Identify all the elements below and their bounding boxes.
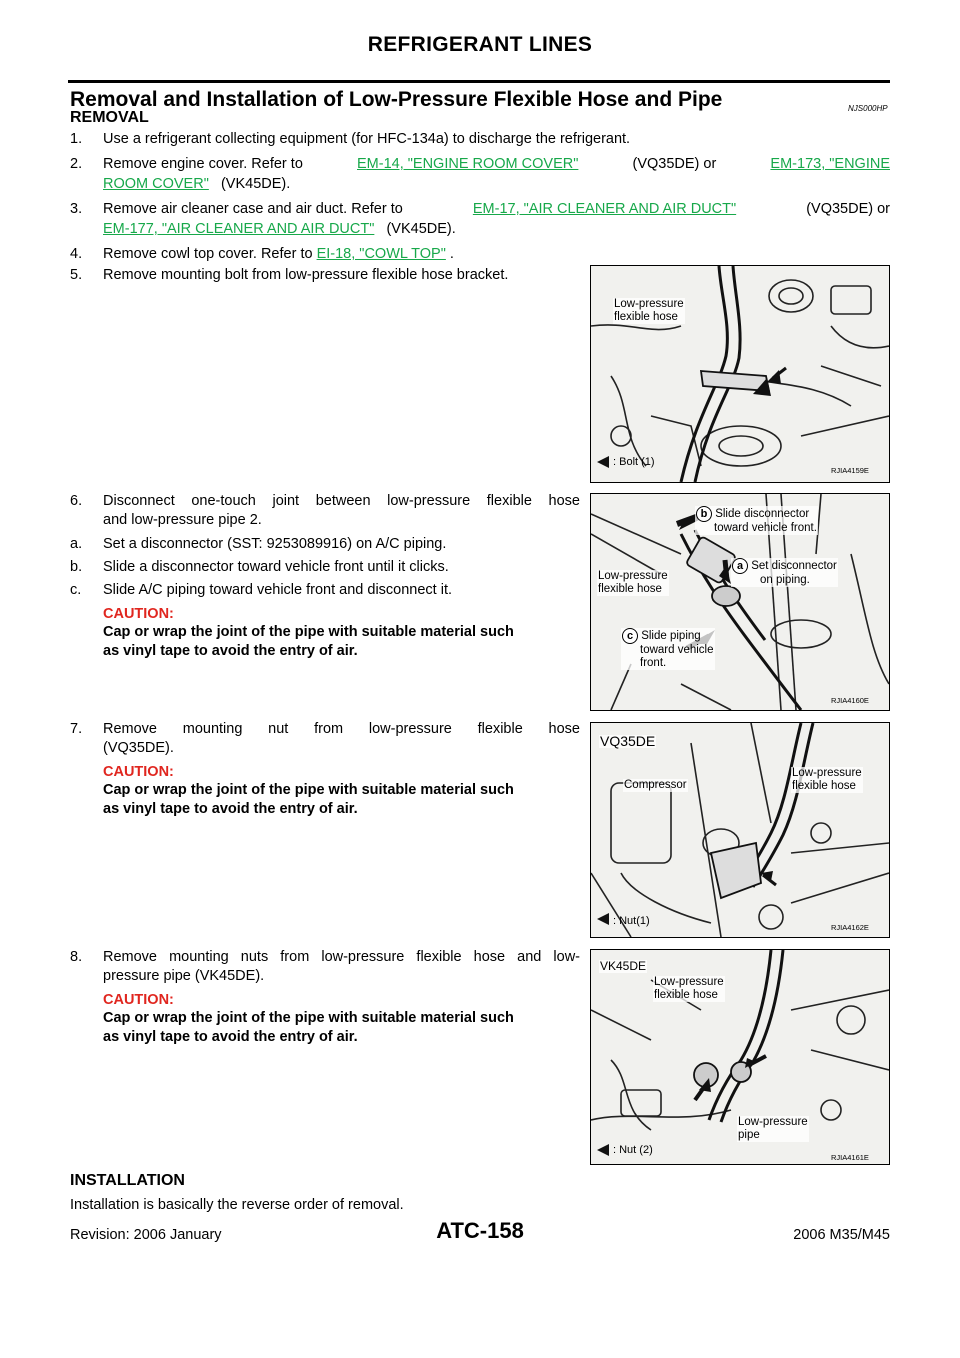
fig4-code: RJIA4161E [831,1153,869,1162]
fig2-hose-label: Low-pressure flexible hose [598,570,668,595]
installation-text: Installation is basically the reverse order of removal. [70,1197,404,1213]
step-text: Remove cowl top cover. Refer to [103,246,313,262]
substep-letter: b. [70,559,83,575]
step-number: 7. [70,721,83,737]
substep-letter: c. [70,582,82,598]
fig2-step-b: b Slide disconnector toward vehicle front. [695,506,818,535]
installation-heading: INSTALLATION [70,1172,185,1189]
caution-heading: CAUTION: [103,764,174,780]
step-text: Use a refrigerant collecting equipment (for HFC-134a) to discharge the refrigerant. [103,131,631,147]
substep-text: Slide A/C piping toward vehicle front and disconnect it. [103,582,453,598]
step-text: Remove air cleaner case and air duct. Refer to [103,201,403,217]
removal-heading: REMOVAL [70,109,149,126]
page-number: ATC-158 [436,1218,524,1243]
ref-link-em177[interactable]: EM-177, "AIR CLEANER AND AIR DUCT" [103,221,375,237]
figure-vk45de-nuts [590,949,890,1165]
substep-text: Set a disconnector (SST: 9253089916) on A/C piping. [103,536,447,552]
ref-link-em173-cont[interactable]: ROOM COVER" [103,176,209,192]
fig1-label: Low-pressure flexible hose [614,298,684,323]
step-text: Disconnect one-touch joint between low-pressure flexible hose [103,493,580,509]
step-text: (VQ35DE). [103,740,174,756]
fig2-step-a: a Set disconnector on piping. [731,558,838,587]
fig4-hose-label: Low-pressure flexible hose [654,976,724,1001]
fig4-key: : Nut (2) [613,1144,653,1156]
step-number: 5. [70,267,83,283]
fig3-key: : Nut(1) [613,915,650,927]
step-5 [70,266,590,284]
fig2-step-c: c Slide piping toward vehicle front. [621,628,715,670]
ref-link-em173[interactable]: EM-173, "ENGINE [770,156,890,172]
step-3 [70,200,890,240]
step-text: Remove mounting bolt from low-pressure flexible hose bracket. [103,267,509,283]
substep-text: Slide a disconnector toward vehicle front until it clicks. [103,559,449,575]
caution-heading: CAUTION: [103,992,174,1008]
step-number: 1. [70,131,83,147]
step-number: 3. [70,201,83,217]
ref-link-em14[interactable]: EM-14, "ENGINE ROOM COVER" [357,156,579,172]
fig3-hose-label: Low-pressure flexible hose [792,767,862,792]
step-8 [70,948,580,1058]
figure-disconnector [590,493,890,711]
section-code: NJS000HP [848,104,888,113]
revision-text: Revision: 2006 January [70,1227,222,1243]
step-text: (VK45DE). [386,221,456,237]
step-text: (VQ35DE) or [806,201,890,217]
step-text: Remove mounting nut from low-pressure flexible hose [103,721,580,737]
model-text: 2006 M35/M45 [793,1227,890,1243]
fig4-pipe-label: Low-pressure pipe [738,1116,808,1141]
caution-text: Cap or wrap the joint of the pipe with suitable material such as vinyl tape to avoid the entry of air. [103,624,514,659]
vq35de-illustration [591,723,889,937]
figure-vq35de-nut [590,722,890,938]
step-text: and low-pressure pipe 2. [103,512,262,528]
fig3-compressor-label: Compressor [624,779,687,791]
substep-letter: a. [70,536,83,552]
fig1-code: RJIA4159E [831,466,869,475]
header-rule [68,80,890,83]
step-1 [70,130,890,148]
step-2 [70,155,890,195]
ref-link-ei18[interactable]: EI-18, "COWL TOP" [316,246,446,262]
figure-bolt [590,265,890,483]
caution-text: Cap or wrap the joint of the pipe with suitable material such as vinyl tape to avoid the entry of air. [103,1010,514,1045]
page-header-title: REFRIGERANT LINES [367,33,593,56]
step-text: (VQ35DE) or [632,156,717,172]
fig1-key: : Bolt (1) [613,456,655,468]
fig3-engine-label: VQ35DE [600,733,656,749]
section-title: Removal and Installation of Low-Pressure Flexible Hose and Pipe [70,88,723,111]
caution-heading: CAUTION: [103,606,174,622]
step-text: pressure pipe (VK45DE). [103,968,265,984]
ref-link-em17[interactable]: EM-17, "AIR CLEANER AND AIR DUCT" [472,201,737,217]
step-6 [70,492,580,659]
step-text: . [449,246,454,262]
step-number: 6. [70,493,83,509]
step-4 [70,245,890,263]
fig4-engine-label: VK45DE [600,959,647,973]
step-number: 2. [70,156,83,172]
step-number: 8. [70,949,83,965]
fig2-code: RJIA4160E [831,696,869,705]
step-number: 4. [70,246,83,262]
fig3-code: RJIA4162E [831,923,869,932]
step-7 [70,720,580,830]
step-text: Remove engine cover. Refer to [103,156,303,172]
step-text: Remove mounting nuts from low-pressure flexible hose and low- [103,949,580,965]
step-text: (VK45DE). [220,176,291,192]
caution-text: Cap or wrap the joint of the pipe with suitable material such as vinyl tape to avoid the entry of air. [103,782,514,817]
